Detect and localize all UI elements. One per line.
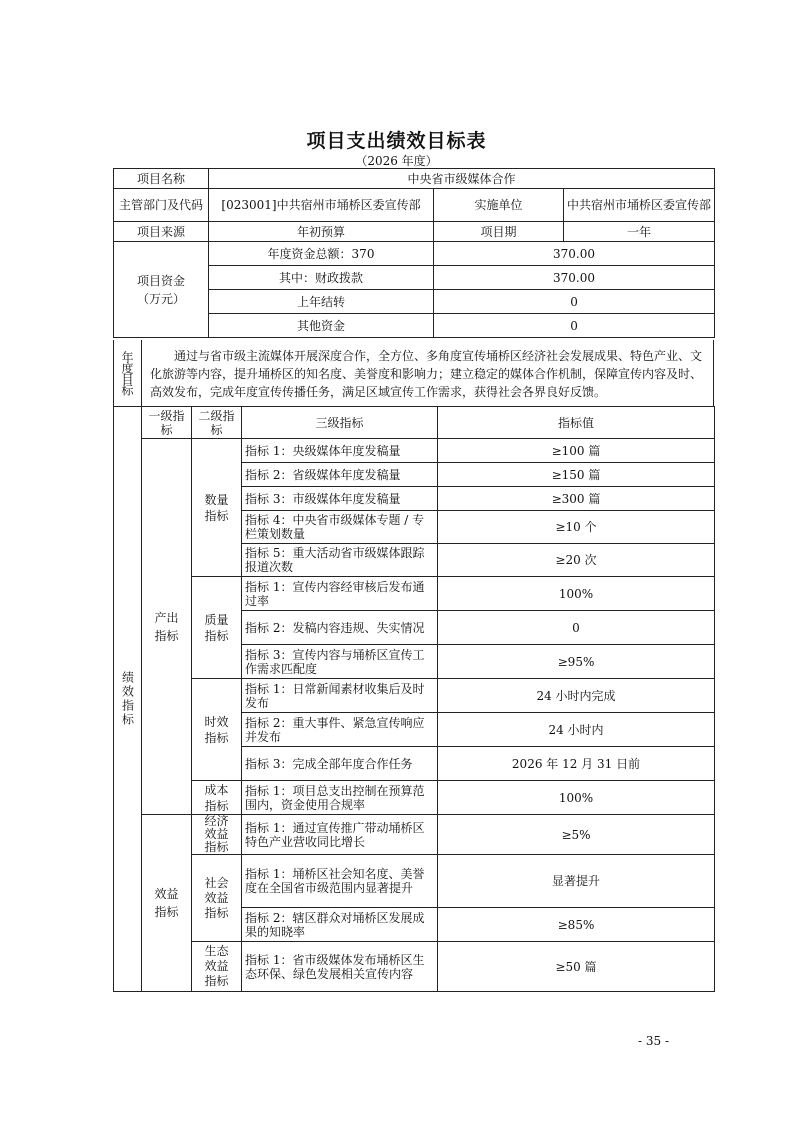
indicator-value: 0 [438,611,715,645]
performance-indicators-table [113,406,715,992]
indicator-name: 指标 3：宣传内容与埇桥区宣传工作需求匹配度 [242,645,438,679]
header-value: 指标值 [438,407,715,439]
indicator-name: 指标 2：发稿内容违规、失实情况 [242,611,438,645]
indicator-value: 100% [438,781,715,815]
funds-total-value: 370.00 [434,242,715,266]
project-funds-label: 项目资金（万元） [114,242,209,338]
page-subtitle-year: （2026 年度） [355,154,438,168]
table-row [114,439,715,463]
table-row [114,815,715,855]
table-row [114,781,715,815]
indicators-header-row [114,407,715,439]
table-row [114,942,715,992]
ecological-benefit-label: 生态效益指标 [192,942,242,992]
indicator-name: 指标 1：宣传内容经审核后发布通过率 [242,577,438,611]
quantity-indicators-label: 数量指标 [192,439,242,577]
output-indicators-label: 产出指标 [142,439,192,815]
project-period-label: 项目期 [434,222,564,242]
performance-indicators-label: 绩效指标 [114,407,142,992]
funds-other-label: 其他资金 [209,314,434,338]
indicator-name: 指标 2：重大事件、紧急宣传响应并发布 [242,713,438,747]
indicator-name: 指标 1：日常新闻素材收集后及时发布 [242,679,438,713]
project-name-label: 项目名称 [114,169,209,189]
indicator-value: 2026 年 12 月 31 日前 [438,747,715,781]
indicator-value: ≥95% [438,645,715,679]
cost-indicators-label: 成本指标 [192,781,242,815]
indicator-name: 指标 1：央级媒体年度发稿量 [242,439,438,463]
indicator-value: 显著提升 [438,855,715,908]
funds-carryover-value: 0 [434,290,715,314]
benefit-indicators-label: 效益指标 [142,815,192,992]
funds-fiscal-value: 370.00 [434,266,715,290]
indicator-value: ≥100 篇 [438,439,715,463]
indicator-value: ≥85% [438,908,715,942]
indicator-name: 指标 5：重大活动省市级媒体跟踪报道次数 [242,544,438,577]
project-name-value: 中央省市级媒体合作 [209,169,715,189]
indicator-value: 24 小时内 [438,713,715,747]
funds-total-row [114,242,715,266]
indicator-name: 指标 1：省市级媒体发布埇桥区生态环保、绿色发展相关宣传内容 [242,942,438,992]
indicator-name: 指标 3：市级媒体年度发稿量 [242,487,438,511]
project-source-value: 年初预算 [209,222,434,242]
indicator-name: 指标 2：省级媒体年度发稿量 [242,463,438,487]
annual-goal-section [113,340,714,407]
indicator-name: 指标 1：项目总支出控制在预算范围内，资金使用合规率 [242,781,438,815]
indicator-value: ≥50 篇 [438,942,715,992]
indicator-value: 100% [438,577,715,611]
social-benefit-label: 社会效益指标 [192,855,242,942]
department-row [114,189,715,222]
header-level2: 二级指标 [192,407,242,439]
header-level3: 三级指标 [242,407,438,439]
indicator-value: ≥300 篇 [438,487,715,511]
implementing-unit-label: 实施单位 [434,189,564,222]
department-label: 主管部门及代码 [114,189,209,222]
indicator-name: 指标 4：中央省市级媒体专题 / 专栏策划数量 [242,511,438,544]
annual-goal-text: 通过与省市级主流媒体开展深度合作，全方位、多角度宣传埇桥区经济社会发展成果、特色产业、文化旅游等内容，提升埇桥区的知名度、美誉度和影响力；建立稳定的媒体合作机制，保障宣传内容及时、高效发布，完成年度宣传传播任务，满足区域宣传工作需求，获得社会各界良好反馈。 [150,349,703,399]
page-number: - 35 - [638,1034,670,1048]
table-row [114,679,715,713]
project-name-row [114,169,715,189]
time-indicators-label: 时效指标 [192,679,242,781]
implementing-unit-value: 中共宿州市埇桥区委宣传部 [564,189,715,222]
indicator-value: ≥10 个 [438,511,715,544]
indicator-name: 指标 1：通过宣传推广带动埇桥区特色产业营收同比增长 [242,815,438,855]
economic-benefit-label: 经济效益指标 [192,815,242,855]
indicator-name: 指标 3：完成全部年度合作任务 [242,747,438,781]
page-title: 项目支出绩效目标表 [306,130,487,152]
source-row [114,222,715,242]
project-source-label: 项目来源 [114,222,209,242]
funds-other-value: 0 [434,314,715,338]
funds-total-label: 年度资金总额：370 [209,242,434,266]
table-row [114,577,715,611]
quality-indicators-label: 质量指标 [192,577,242,679]
funds-carryover-label: 上年结转 [209,290,434,314]
basic-info-table [113,168,715,338]
header-level1: 一级指标 [142,407,192,439]
indicator-value: ≥150 篇 [438,463,715,487]
indicator-value: ≥5% [438,815,715,855]
project-period-value: 一年 [564,222,715,242]
table-row [114,855,715,908]
funds-fiscal-label: 其中：财政拨款 [209,266,434,290]
indicator-name: 指标 2：辖区群众对埇桥区发展成果的知晓率 [242,908,438,942]
indicator-name: 指标 1：埇桥区社会知名度、美誉度在全国省市级范围内显著提升 [242,855,438,908]
indicator-value: ≥20 次 [438,544,715,577]
department-value: [023001]中共宿州市埇桥区委宣传部 [209,189,434,222]
indicator-value: 24 小时内完成 [438,679,715,713]
annual-goal-label: 年度目标 [114,340,142,406]
